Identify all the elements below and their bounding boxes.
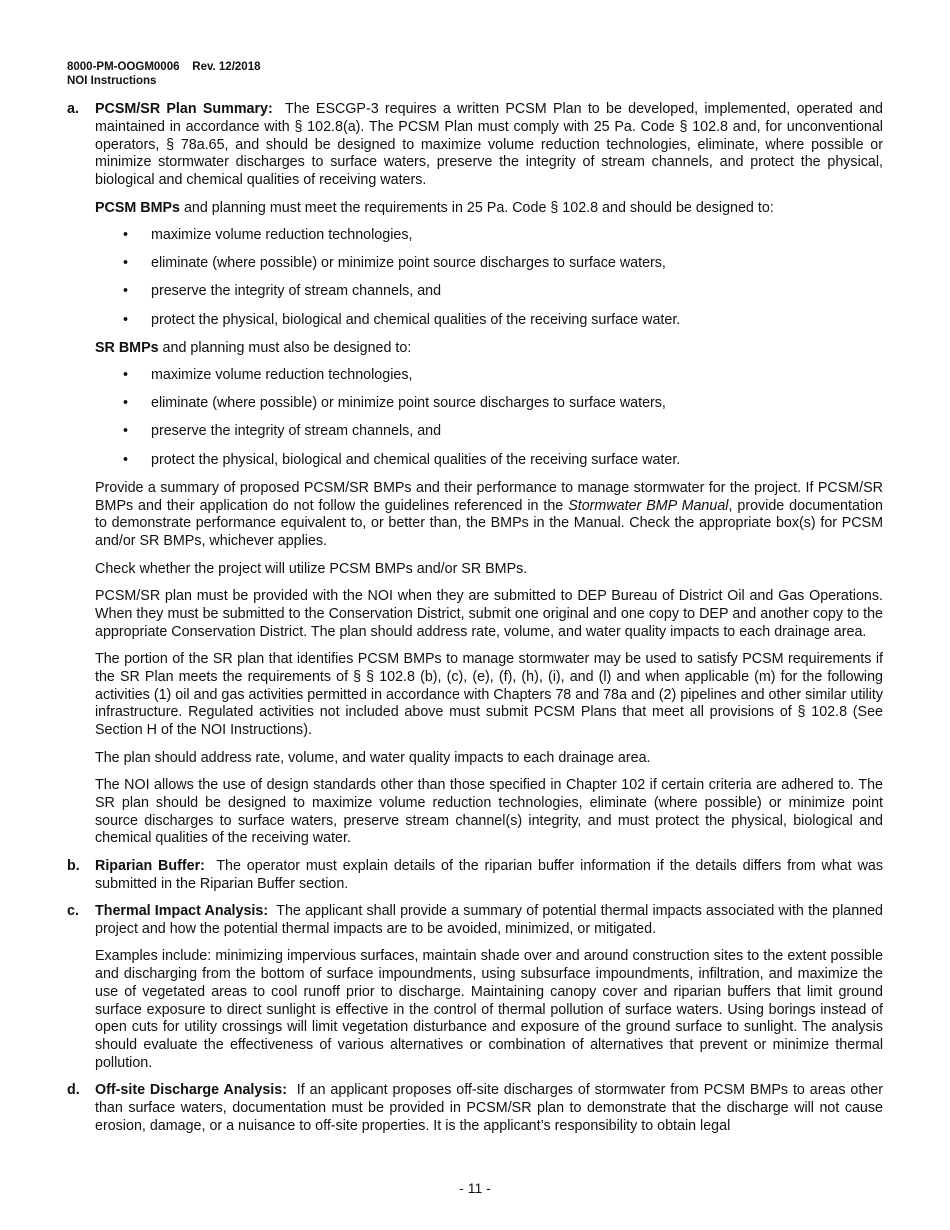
section-c-heading: Thermal Impact Analysis: — [95, 902, 269, 919]
list-item: • eliminate (where possible) or minimize point source discharges to surface waters, — [95, 395, 883, 413]
list-item: • maximize volume reduction technologies, — [95, 367, 883, 385]
section-c — [67, 903, 883, 1082]
list-item: • maximize volume reduction technologies, — [95, 227, 883, 245]
form-number: 8000-PM-OOGM0006 — [67, 61, 180, 73]
list-item: • eliminate (where possible) or minimize point source discharges to surface waters, — [95, 255, 883, 273]
address-paragraph: The plan should address rate, volume, and water quality impacts to each drainage area. — [95, 749, 651, 766]
section-d — [67, 1082, 883, 1145]
pcsm-bullet-list — [95, 227, 883, 329]
noi-paragraph: The NOI allows the use of design standards other than those specified in Chapter 102 if certain criteria are adhered to. The SR plan should be designed to maximize volume reduction technologies, eliminate (where possible) or minimize point source discharges to surface waters, preserve stream channel(s) integrity, and must protect the physical, biological and chemical qualities of the receiving water. — [95, 776, 883, 847]
section-b — [67, 858, 883, 903]
section-a-heading: PCSM/SR Plan Summary: — [95, 101, 273, 117]
section-b-text: Riparian Buffer: The operator must explain details of the riparian buffer information if the details differs from what was submitted in the Riparian Buffer section. — [95, 857, 883, 892]
section-a-letter: a. — [67, 101, 79, 117]
revision: Rev. 12/2018 — [192, 61, 261, 73]
pcsm-lead: PCSM BMPs and planning must meet the requirements in 25 Pa. Code § 102.8 and should be designed to: — [95, 199, 774, 216]
header-title: NOI Instructions — [67, 75, 157, 87]
document-body — [67, 101, 883, 1145]
section-a-intro: PCSM/SR Plan Summary: The ESCGP-3 requires a written PCSM Plan to be developed, implemented, operated and maintained in accordance with § 102.8(a). The PCSM Plan must comply with 25 Pa. Code § 102.8 and, for unconventional operators, § 78a.65, and should be designed to maximize volume reduction technologies, eliminate, where possible or minimize stormwater discharges to surface waters, preserve the integrity of stream channels, and protect the physical, biological and chemical qualities of receiving waters. — [95, 101, 883, 189]
section-d-text: Off-site Discharge Analysis: If an applicant proposes off-site discharges of stormwater from PCSM BMPs to areas other than surface waters, documentation must be provided in PCSM/SR plan to demonstrate that the discharge will not cause erosion, damage, or a nuisance to off-site properties. It is the applicant’s responsibility to obtain legal — [95, 1082, 883, 1134]
submit-paragraph: PCSM/SR plan must be provided with the NOI when they are submitted to DEP Bureau of District Oil and Gas Operations. When they must be submitted to the Conservation District, submit one original and one copy to DEP and another copy to the appropriate Conservation District. The plan should address rate, volume, and water quality impacts to each drainage area. — [95, 588, 883, 640]
section-c-text: Thermal Impact Analysis: The applicant shall provide a summary of potential thermal impacts associated with the planned project and how the potential thermal impacts are to be avoided, minimized, or mitigated. — [95, 902, 884, 937]
section-c-examples: Examples include: minimizing impervious surfaces, maintain shade over and around construction sites to the extent possible and discharging from the bottom of surface impoundments, using subsurface impoundments, infiltration, and maximize the use of vegetated areas to cool runoff prior to discharge. Maintaining canopy cover and riparian buffers that limit ground surface exposure to direct sunlight is effective in the control of thermal pollution of surface waters. Using borings instead of open cuts for utility crossings will limit vegetation disturbance and exposure of the ground surface to sunlight. The analysis should evaluate the effectiveness of various alternatives or combination of alternatives that prevent or minimize thermal pollution. — [95, 948, 883, 1071]
list-item: • protect the physical, biological and chemical qualities of the receiving surface water. — [95, 452, 883, 470]
page-header — [67, 60, 260, 88]
list-item: • preserve the integrity of stream channels, and — [95, 283, 883, 301]
section-a — [67, 101, 883, 858]
page-number: - 11 - — [459, 1180, 491, 1196]
sr-lead: SR BMPs and planning must also be designed to: — [95, 339, 412, 356]
section-d-letter: d. — [67, 1082, 80, 1099]
sr-bullet-list — [95, 367, 883, 469]
section-d-heading: Off-site Discharge Analysis: — [95, 1082, 287, 1099]
summary-paragraph: Provide a summary of proposed PCSM/SR BMPs and their performance to manage stormwater for the project. If PCSM/SR BMPs and their application do not follow the guidelines referenced in the Stormwater BMP Manual, provide documentation to demonstrate performance equivalent to, or better than, the BMPs in the Manual. Check the appropriate box(s) for PCSM and/or SR BMPs, whichever applies. — [95, 479, 883, 550]
check-paragraph: Check whether the project will utilize PCSM BMPs and/or SR BMPs. — [95, 560, 528, 577]
section-c-letter: c. — [67, 902, 79, 919]
list-item: • protect the physical, biological and chemical qualities of the receiving surface water. — [95, 312, 883, 330]
portion-paragraph: The portion of the SR plan that identifies PCSM BMPs to manage stormwater may be used to satisfy PCSM requirements if the SR Plan meets the requirements of § § 102.8 (b), (c), (e), (f), (h), (i), and (l) and when applicable (m) for the following activities (1) oil and gas activities permitted in accordance with Chapters 78 and 78a and (2) pipelines and other similar utility infrastructure. Regulated activities not included above must submit PCSM Plans that meet all provisions of § 102.8 (See Section H of the NOI Instructions). — [95, 651, 883, 739]
section-b-heading: Riparian Buffer: — [95, 857, 205, 874]
section-b-letter: b. — [67, 857, 80, 874]
list-item: • preserve the integrity of stream channels, and — [95, 423, 883, 441]
